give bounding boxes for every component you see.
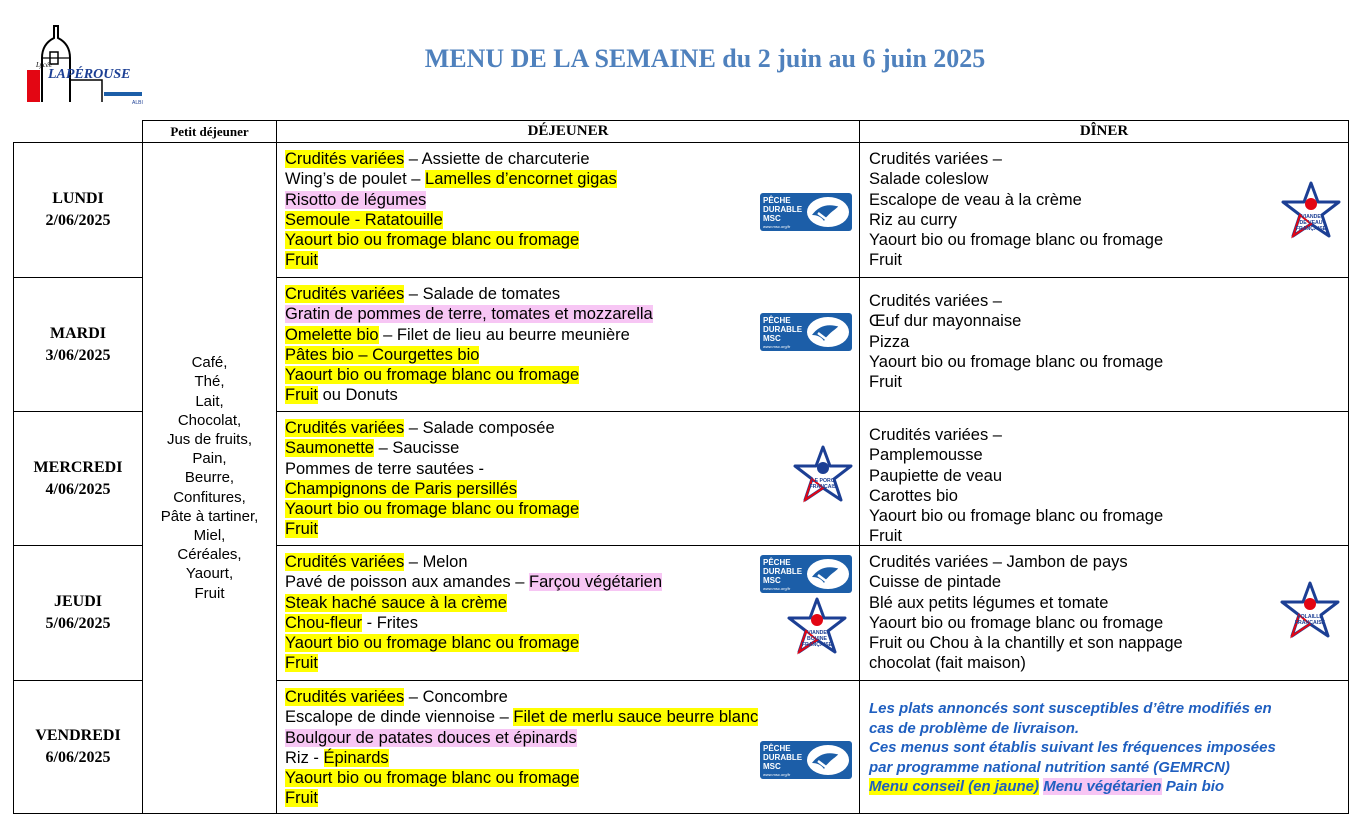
viande-de-veau-icon <box>1280 180 1342 242</box>
menu-line: Yaourt bio ou fromage blanc ou fromage <box>869 231 1164 250</box>
menu-item: - Frites <box>362 613 418 632</box>
note-line: par programme national nutrition santé (GEMRCN) <box>869 758 1230 776</box>
volaille-francaise-icon <box>1279 580 1341 642</box>
menu-item: Risotto de légumes <box>285 190 427 209</box>
dinner-cell-lundi <box>859 142 1349 278</box>
breakfast-item: Jus de fruits, <box>166 430 253 448</box>
msc-label-icon <box>760 193 852 231</box>
menu-line <box>285 149 617 169</box>
menu-line <box>285 593 662 613</box>
menu-line: Cuisse de pintade <box>869 573 1002 592</box>
menu-line: Œuf dur mayonnaise <box>869 312 1022 331</box>
menu-item: Yaourt bio ou fromage blanc ou fromage <box>285 231 580 250</box>
day-name: VENDREDI <box>35 727 121 744</box>
menu-item: Fruit <box>285 654 318 673</box>
breakfast-item: Beurre, <box>184 469 235 487</box>
svg-text:DURABLE: DURABLE <box>763 567 803 576</box>
page-title: MENU DE LA SEMAINE du 2 juin au 6 juin 2025 <box>424 44 986 73</box>
breakfast-cell <box>142 142 277 814</box>
day-cell-jeudi <box>13 545 143 681</box>
dinner-cell-mercredi <box>859 411 1349 546</box>
menu-line <box>285 707 758 727</box>
svg-text:DE VEAU: DE VEAU <box>1299 220 1323 226</box>
menu-item: Crudités variées <box>285 285 405 303</box>
menu-line: Escalope de veau à la crème <box>869 190 1082 209</box>
svg-text:PÊCHE: PÊCHE <box>763 316 791 325</box>
menu-line <box>285 418 579 438</box>
svg-text:PÊCHE: PÊCHE <box>763 196 791 205</box>
svg-text:VIANDE: VIANDE <box>807 630 827 636</box>
menu-item: ou Donuts <box>318 386 398 405</box>
menu-line: Pizza <box>869 332 910 351</box>
breakfast-item: Chocolat, <box>177 411 242 429</box>
svg-text:www.msc.org/fr: www.msc.org/fr <box>763 224 791 229</box>
menu-line <box>285 613 662 633</box>
menu-line <box>285 210 617 230</box>
menu-item: – Concombre <box>404 688 508 706</box>
day-cell-mardi <box>13 277 143 412</box>
day-name: JEUDI <box>53 593 102 610</box>
lunch-cell-mercredi <box>276 411 860 546</box>
header-breakfast <box>142 120 277 143</box>
day-date: 5/06/2025 <box>45 615 111 632</box>
menu-line <box>285 365 653 385</box>
menu-item: Boulgour de patates douces et épinards <box>285 728 577 747</box>
svg-text:PÊCHE: PÊCHE <box>763 744 791 753</box>
menu-item: Pommes de terre sautées - <box>285 459 484 478</box>
svg-text:FRANÇAISE: FRANÇAISE <box>1294 620 1326 626</box>
menu-line <box>285 633 662 653</box>
menu-item: – Assiette de charcuterie <box>404 150 590 168</box>
menu-line: Yaourt bio ou fromage blanc ou fromage <box>869 613 1164 632</box>
menu-item: Yaourt bio ou fromage blanc ou fromage <box>285 769 580 788</box>
menu-line: Pamplemousse <box>869 446 983 465</box>
day-name: LUNDI <box>52 190 104 207</box>
svg-text:FRANÇAISE: FRANÇAISE <box>801 642 833 648</box>
logo-city: ALBI <box>132 100 143 106</box>
note-line: Les plats annoncés sont susceptibles d’être modifiés en <box>869 700 1272 717</box>
msc-label-icon <box>760 741 852 779</box>
menu-item: Filet de merlu sauce beurre blanc <box>513 708 759 727</box>
menu-item: Crudités variées <box>285 419 405 437</box>
breakfast-item: Miel, <box>193 527 226 544</box>
menu-item: Chou-fleur <box>285 613 363 632</box>
menu-line <box>285 325 653 345</box>
svg-text:FRANÇAISE: FRANÇAISE <box>1295 226 1327 232</box>
dinner-cell-mardi <box>859 277 1349 412</box>
breakfast-item: Yaourt, <box>185 565 234 583</box>
svg-text:MSC: MSC <box>763 576 781 585</box>
menu-item: Pâtes bio – Courgettes bio <box>285 345 480 364</box>
dinner-menu <box>869 149 1163 271</box>
note-line: cas de problème de livraison. <box>869 719 1080 737</box>
svg-text:BOVINE: BOVINE <box>807 636 827 642</box>
svg-text:PÊCHE: PÊCHE <box>763 558 791 567</box>
day-date: 2/06/2025 <box>45 212 111 229</box>
svg-text:LE PORC: LE PORC <box>811 478 835 484</box>
header-dinner-label: DÎNER <box>1079 123 1129 139</box>
svg-text:DURABLE: DURABLE <box>763 205 803 214</box>
menu-item: Champignons de Paris persillés <box>285 479 518 498</box>
header-dinner <box>859 120 1349 143</box>
day-name: MARDI <box>50 324 106 342</box>
menu-line <box>285 653 662 673</box>
menu-item: Yaourt bio ou fromage blanc ou fromage <box>285 500 580 519</box>
breakfast-item: Thé, <box>194 373 225 391</box>
menu-line <box>285 572 662 592</box>
svg-text:www.msc.org/fr: www.msc.org/fr <box>763 344 791 349</box>
menu-item: Wing’s de poulet – <box>285 170 426 189</box>
menu-line: Fruit <box>869 251 902 270</box>
menu-item: Semoule - Ratatouille <box>285 210 443 229</box>
menu-line: Yaourt bio ou fromage blanc ou fromage <box>869 507 1164 526</box>
menu-item: Fruit <box>285 386 318 405</box>
menu-item: Omelette bio <box>285 325 379 344</box>
msc-label-icon <box>760 313 852 351</box>
menu-line <box>285 284 653 304</box>
notes-block <box>869 699 1276 797</box>
menu-item: Fruit <box>285 251 318 270</box>
svg-text:MSC: MSC <box>763 334 781 343</box>
menu-line <box>285 728 758 748</box>
dinner-menu <box>869 425 1163 547</box>
menu-line: Yaourt bio ou fromage blanc ou fromage <box>869 352 1164 371</box>
menu-item: Crudités variées <box>285 553 405 571</box>
header-breakfast-label: Petit déjeuner <box>170 123 249 139</box>
breakfast-item: Lait, <box>195 392 224 410</box>
day-date: 4/06/2025 <box>45 480 111 498</box>
breakfast-item: Confitures, <box>173 488 246 506</box>
menu-line: Crudités variées – Jambon de pays <box>869 553 1128 571</box>
menu-line: Carottes bio <box>869 486 958 505</box>
dinner-menu <box>869 291 1163 392</box>
menu-item: Farçou végétarien <box>529 573 662 592</box>
breakfast-item: Café, <box>191 354 228 372</box>
logo-prefix: Lycée <box>36 61 53 69</box>
svg-text:FRANÇAIS: FRANÇAIS <box>809 484 837 490</box>
lunch-menu <box>285 284 653 406</box>
menu-line: Blé aux petits légumes et tomate <box>869 593 1109 612</box>
menu-line <box>285 345 653 365</box>
legend-yellow: Menu conseil (en jaune) <box>869 778 1040 795</box>
menu-line <box>285 479 579 499</box>
menu-line <box>285 169 617 189</box>
menu-line: Crudités variées – <box>869 292 1002 310</box>
menu-item: Crudités variées <box>285 150 405 168</box>
menu-item: Riz - <box>285 748 324 767</box>
menu-line: Fruit <box>869 373 902 392</box>
svg-text:www.msc.org/fr: www.msc.org/fr <box>763 772 791 777</box>
school-logo <box>22 18 157 106</box>
svg-text:VOLAILLE: VOLAILLE <box>1297 614 1323 620</box>
menu-item: Yaourt bio ou fromage blanc ou fromage <box>285 634 580 653</box>
lunch-menu <box>285 418 579 540</box>
menu-item: Escalope de dinde viennoise – <box>285 708 514 727</box>
menu-line <box>285 768 758 788</box>
svg-text:VIANDE: VIANDE <box>1301 214 1321 220</box>
day-date: 6/06/2025 <box>45 749 111 766</box>
dinner-cell-vendredi <box>859 680 1349 814</box>
menu-line: chocolat (fait maison) <box>869 654 1026 673</box>
legend-pink: Menu végétarien <box>1043 778 1162 795</box>
menu-line <box>285 385 653 405</box>
menu-line: Fruit <box>869 527 902 546</box>
day-cell-lundi <box>13 142 143 278</box>
svg-text:www.msc.org/fr: www.msc.org/fr <box>763 586 791 591</box>
menu-line: Salade coleslow <box>869 170 989 189</box>
menu-item: Épinards <box>323 748 389 767</box>
menu-item: Crudités variées <box>285 688 405 706</box>
lunch-menu <box>285 149 617 271</box>
menu-item: – Saucisse <box>373 439 460 458</box>
menu-line <box>285 438 579 458</box>
menu-item: Gratin de pommes de terre, tomates et mozzarella <box>285 305 653 324</box>
svg-text:MSC: MSC <box>763 214 781 223</box>
menu-line: Crudités variées – <box>869 150 1002 168</box>
menu-item: Saumonette <box>285 439 374 458</box>
logo-name: LAPÉROUSE <box>48 67 131 82</box>
svg-text:MSC: MSC <box>763 762 781 771</box>
lunch-menu <box>285 552 662 674</box>
menu-item: Fruit <box>285 789 318 808</box>
day-cell-mercredi <box>13 411 143 546</box>
menu-line: Crudités variées – <box>869 426 1002 444</box>
menu-line <box>285 230 617 250</box>
menu-line <box>285 190 617 210</box>
header-lunch-label: DÉJEUNER <box>527 123 609 139</box>
menu-line <box>285 250 617 270</box>
menu-item: Pavé de poisson aux amandes – <box>285 573 529 592</box>
viande-bovine-icon <box>786 596 848 658</box>
breakfast-item: Céréales, <box>177 546 242 564</box>
svg-text:DURABLE: DURABLE <box>763 325 803 334</box>
menu-line <box>285 499 579 519</box>
menu-line: Paupiette de veau <box>869 466 1003 485</box>
menu-line <box>285 519 579 539</box>
breakfast-item: Fruit <box>194 584 225 602</box>
menu-line: Riz au curry <box>869 210 958 229</box>
menu-item: Steak haché sauce à la crème <box>285 593 507 612</box>
menu-item: – Salade de tomates <box>404 285 561 303</box>
svg-text:DURABLE: DURABLE <box>763 753 803 762</box>
day-name: MERCREDI <box>33 458 123 476</box>
legend-line <box>869 777 1276 797</box>
porc-francais-icon <box>792 444 854 506</box>
lunch-menu <box>285 687 758 809</box>
dinner-cell-jeudi <box>859 545 1349 681</box>
menu-item: Yaourt bio ou fromage blanc ou fromage <box>285 366 580 385</box>
menu-item: Fruit <box>285 520 318 539</box>
day-cell-vendredi <box>13 680 143 814</box>
menu-item: – Melon <box>404 553 468 571</box>
msc-label-icon <box>760 555 852 593</box>
breakfast-item: Pain, <box>192 450 227 468</box>
menu-line <box>285 687 758 707</box>
menu-item: – Filet de lieu au beurre meunière <box>378 325 630 344</box>
dinner-menu <box>869 552 1183 674</box>
header-lunch <box>276 120 860 143</box>
menu-item: – Salade composée <box>404 419 555 437</box>
note-line: Ces menus sont établis suivant les fréquences imposées <box>869 739 1276 756</box>
menu-item: Lamelles d’encornet gigas <box>425 170 617 189</box>
breakfast-item: Pâte à tartiner, <box>160 507 259 525</box>
menu-line <box>285 788 758 808</box>
legend-bio: Pain bio <box>1165 778 1225 795</box>
menu-line: Fruit ou Chou à la chantilly et son nappage <box>869 634 1183 653</box>
menu-line <box>285 748 758 768</box>
menu-line <box>285 459 579 479</box>
menu-line <box>285 552 662 572</box>
day-date: 3/06/2025 <box>45 346 111 364</box>
menu-line <box>285 304 653 324</box>
